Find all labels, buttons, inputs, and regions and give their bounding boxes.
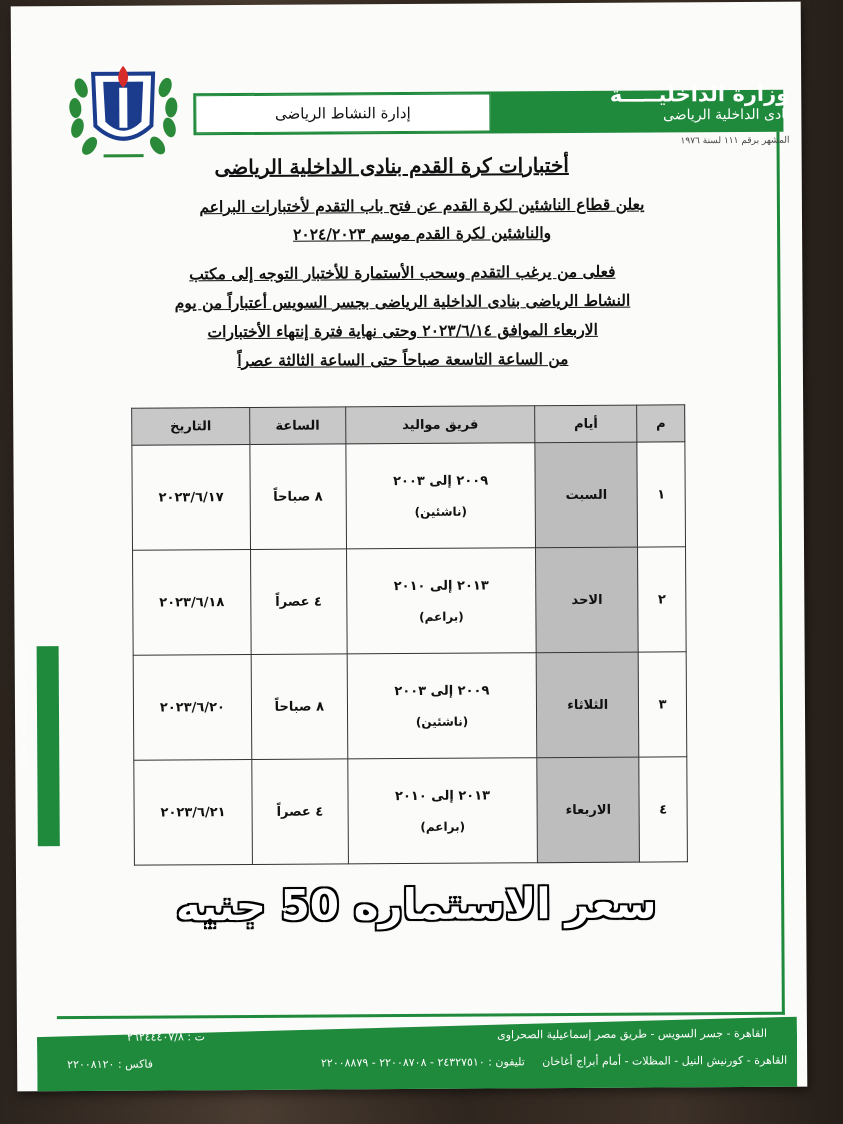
col-header-date: التاريخ xyxy=(132,407,250,445)
instruction-line: الاربعاء الموافق ٢٠٢٣/٦/١٤ وحتى نهاية فترة إنتهاء الأختبارات xyxy=(207,319,598,342)
cell-time: ٤ عصراً xyxy=(252,759,348,865)
table-header-row xyxy=(132,405,685,445)
footer-address-2: القاهرة - كورنيش النيل - المظلات - أمام أبراج أغاخان xyxy=(542,1053,788,1069)
team-years: ٢٠٠٩ إلى ٢٠٠٣ xyxy=(393,473,489,489)
cell-time: ٨ صباحاً xyxy=(250,444,346,550)
cell-team xyxy=(346,443,536,549)
table-row xyxy=(133,652,687,760)
club-name: نادى الداخلية الرياضى xyxy=(663,106,790,124)
cell-date: ٢٠٢٣/٦/٢١ xyxy=(134,759,253,865)
cell-num: ١ xyxy=(637,442,686,547)
registration-number: المشهر برقم ١١١ لسنة ١٩٧٦ xyxy=(680,135,790,147)
cell-team xyxy=(346,548,536,654)
announcement-line: يعلن قطاع الناشئين لكرة القدم عن فتح باب التقدم لأختبارات البراعم xyxy=(199,194,645,217)
instructions xyxy=(122,256,683,375)
cell-date: ٢٠٢٣/٦/٢٠ xyxy=(133,654,252,760)
page-title: أختبارات كرة القدم بنادى الداخلية الرياضى xyxy=(214,153,569,180)
cell-time: ٨ صباحاً xyxy=(251,654,347,760)
side-strip xyxy=(37,646,60,846)
table-row xyxy=(133,547,687,655)
ministry-block xyxy=(589,82,789,125)
cell-date: ٢٠٢٣/٦/١٨ xyxy=(133,549,252,655)
col-header-day: أيام xyxy=(535,405,637,443)
announcement-line: والناشئين لكرة القدم موسم ٢٠٢٤/٢٠٢٣ xyxy=(292,223,552,244)
instruction-line: النشاط الرياضى بنادى الداخلية الرياضى بجسر السويس أعتباراً من يوم xyxy=(174,290,631,313)
team-years: ٢٠١٣ إلى ٢٠١٠ xyxy=(394,788,491,804)
footer-fax: فاكس : ٢٢٠٠٨١٢٠ xyxy=(67,1057,154,1072)
cell-day: السبت xyxy=(535,442,637,548)
team-group: (ناشئين) xyxy=(414,504,468,519)
department-label: إدارة النشاط الرياضى xyxy=(195,93,490,133)
cell-day: الاحد xyxy=(536,547,638,653)
table-row xyxy=(134,757,688,865)
cell-team xyxy=(347,653,537,759)
table-row xyxy=(132,442,686,550)
footer-address-1: القاهرة - جسر السويس - طريق مصر إسماعيلية الصحراوى xyxy=(497,1026,768,1042)
cell-num: ٢ xyxy=(638,547,687,652)
col-header-team: فريق مواليد xyxy=(345,406,535,444)
side-email: e-mail: eldakhlia@hotmail.com xyxy=(18,642,29,767)
col-header-time: الساعة xyxy=(250,407,346,445)
cell-day: الاربعاء xyxy=(537,757,639,863)
cell-day: الثلاثاء xyxy=(536,652,638,758)
cell-num: ٤ xyxy=(639,757,688,862)
instruction-line: فعلى من يرغب التقدم وسحب الأستمارة للأختبار التوجه إلى مكتب xyxy=(189,261,616,284)
ministry-name: وزارة الداخليـــــة xyxy=(609,81,790,107)
cell-team xyxy=(348,758,538,864)
instruction-line: من الساعة التاسعة صباحاً حتى الساعة الثالثة عصراً xyxy=(237,349,569,371)
team-years: ٢٠٠٩ إلى ٢٠٠٣ xyxy=(394,683,490,699)
document-page xyxy=(11,2,808,1092)
cell-time: ٤ عصراً xyxy=(250,549,346,655)
price-banner: سعر الاستماره 50 جنيه xyxy=(175,878,657,931)
cell-date: ٢٠٢٣/٦/١٧ xyxy=(132,444,251,550)
club-logo xyxy=(63,47,184,172)
schedule-table xyxy=(131,404,688,865)
footer-phone-1: ت : ٢٦٢٤٤٤٠٧/٨ xyxy=(126,1030,205,1044)
announcement xyxy=(172,190,672,249)
team-group: (براعم) xyxy=(420,819,466,834)
footer-phone-2: تليفون : ٢٤٣٢٧٥١٠ - ٢٢٠٠٨٧٠٨ - ٢٢٠٠٨٨٧٩ xyxy=(320,1055,525,1070)
cell-num: ٣ xyxy=(638,652,687,757)
team-group: (ناشئين) xyxy=(415,714,469,729)
team-group: (براعم) xyxy=(419,609,464,624)
team-years: ٢٠١٣ إلى ٢٠١٠ xyxy=(393,578,489,594)
col-header-num: م xyxy=(637,405,685,442)
